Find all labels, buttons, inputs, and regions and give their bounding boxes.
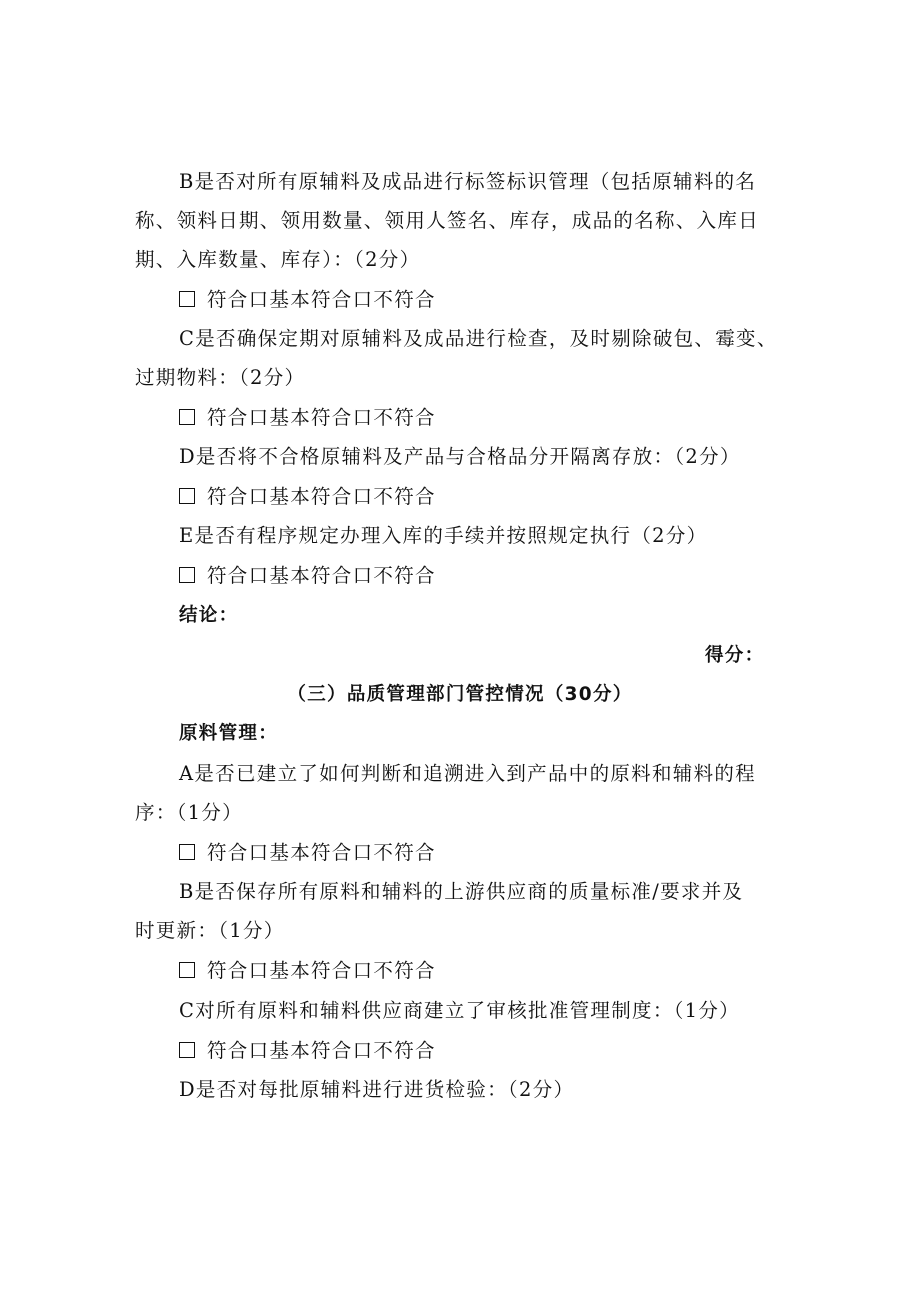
item-b-line1: B是否对所有原辅料及成品进行标签标识管理（包括原辅料的名 (179, 170, 757, 193)
item-qc: C对所有原料和辅料供应商建立了审核批准管理制度：（1分） (179, 999, 740, 1022)
option-text: 符合口基本符合口不符合 (207, 288, 436, 311)
checkbox[interactable] (179, 291, 195, 307)
option-row-b (179, 286, 920, 314)
item-qd: D是否对每批原辅料进行进货检验：（2分） (179, 1078, 575, 1101)
item-c-line1: C是否确保定期对原辅料及成品进行检查，及时剔除破包、霉变、 (179, 327, 778, 350)
option-row-qa (179, 839, 920, 867)
option-text: 符合口基本符合口不符合 (207, 406, 436, 429)
item-c-line2: 过期物料：（2分） (135, 366, 306, 389)
option-text: 符合口基本符合口不符合 (207, 959, 436, 982)
option-row-qb (179, 957, 920, 985)
option-text: 符合口基本符合口不符合 (207, 1039, 436, 1062)
score-label: 得分： (705, 645, 765, 666)
section-heading: （三）品质管理部门管控情况（30分） (287, 684, 633, 705)
subheading-raw-material: 原料管理： (179, 723, 279, 744)
checkbox[interactable] (179, 844, 195, 860)
checkbox[interactable] (179, 567, 195, 583)
option-row-e (179, 562, 920, 590)
item-b-line3: 期、入库数量、库存）：（2分） (135, 248, 421, 271)
option-text: 符合口基本符合口不符合 (207, 564, 436, 587)
item-d: D是否将不合格原辅料及产品与合格品分开隔离存放：（2分） (179, 445, 741, 468)
item-qb-line1: B是否保存所有原料和辅料的上游供应商的质量标准/要求并及 (179, 880, 744, 903)
item-qb-line2: 时更新：（1分） (135, 919, 285, 942)
checkbox[interactable] (179, 1042, 195, 1058)
item-qa-line2: 序：（1分） (135, 801, 243, 824)
checkbox[interactable] (179, 488, 195, 504)
conclusion-label: 结论： (179, 605, 239, 626)
option-text: 符合口基本符合口不符合 (207, 485, 436, 508)
item-qa-line1: A是否已建立了如何判断和追溯进入到产品中的原料和辅料的程 (179, 762, 756, 785)
checkbox[interactable] (179, 962, 195, 978)
item-e: E是否有程序规定办理入库的手续并按照规定执行（2分） (179, 524, 708, 547)
item-b-line2: 称、领料日期、领用数量、领用人签名、库存，成品的名称、入库日 (135, 209, 760, 232)
checkbox[interactable] (179, 409, 195, 425)
option-row-c (179, 404, 920, 432)
option-text: 符合口基本符合口不符合 (207, 841, 436, 864)
option-row-qc (179, 1037, 920, 1065)
option-row-d (179, 483, 920, 511)
